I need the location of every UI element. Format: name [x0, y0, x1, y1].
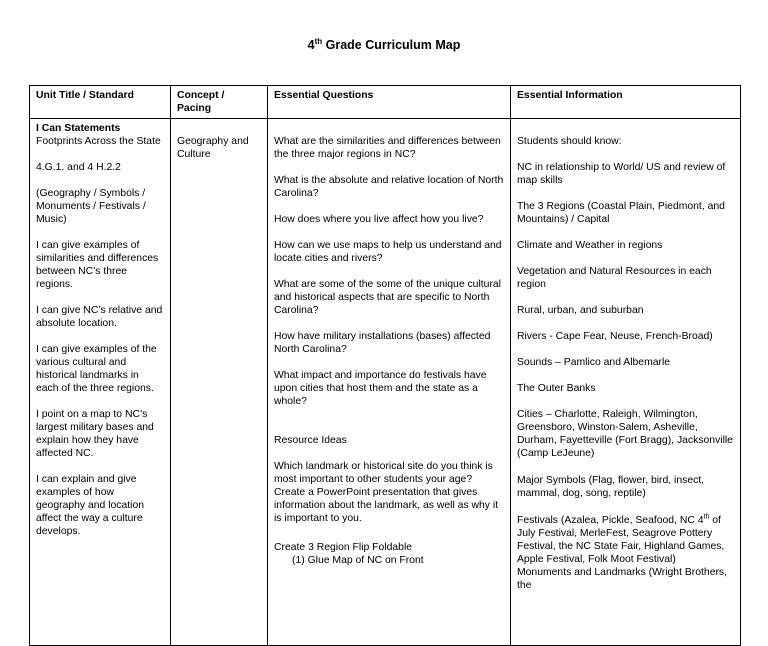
header-information: Essential Information [511, 86, 741, 119]
festivals-text-cont: of July Festival, MerleFest, Seagrove Pottery Festival, the NC State Fair, Highland Games, Apple Festival, Folk Moot Festival) [517, 515, 725, 565]
resource-idea: Which landmark or historical site do you think is most important to other students your age? Create a PowerPoint presentation that gives information about the landmark, as well as why it is important to you. [274, 461, 499, 524]
info-item: Sounds – Pamlico and Albemarle [517, 357, 671, 368]
info-item: The 3 Regions (Coastal Plain, Piedmont, and Mountains) / Capital [517, 201, 725, 225]
can-statement: I can explain and give examples of how geography and location affect the way a culture develops. [36, 474, 145, 537]
info-item: Monuments and Landmarks (Wright Brothers, the [517, 567, 728, 591]
title-text: Grade Curriculum Map [325, 38, 461, 52]
question: How does where you live affect how you live? [274, 214, 484, 225]
info-intro: Students should know: [517, 136, 622, 147]
i-can-heading: I Can Statements [36, 123, 121, 134]
info-item [517, 514, 734, 566]
concept-cell [171, 119, 268, 646]
unit-name: Footprints Across the State [36, 136, 161, 147]
info-item: Major Symbols (Flag, flower, bird, insect, mammal, dog, song, reptile) [517, 475, 705, 499]
question: How have military installations (bases) affected North Carolina? [274, 331, 491, 355]
info-item: Climate and Weather in regions [517, 240, 663, 251]
question: What are some of the some of the unique cultural and historical aspects that are specific to North Carolina? [274, 279, 501, 316]
unit-cell [30, 119, 171, 646]
header-questions: Essential Questions [268, 86, 511, 119]
can-statement: I can give examples of the various cultural and historical landmarks in each of the three regions. [36, 344, 157, 394]
question: What are the similarities and differences between the three major regions in NC? [274, 136, 501, 160]
festivals-superscript: th [703, 513, 710, 521]
header-concept: Concept / Pacing [171, 86, 268, 119]
curriculum-table [29, 85, 741, 646]
question: What impact and importance do festivals have upon cities that host them and the state as a whole? [274, 370, 487, 407]
can-statement: I can give examples of similarities and differences between NC’s three regions. [36, 240, 159, 290]
standards: 4.G.1. and 4 H.2.2 [36, 162, 121, 173]
can-statement: I can give NC’s relative and absolute location. [36, 305, 163, 329]
themes: (Geography / Symbols / Monuments / Festivals / Music) [36, 188, 146, 225]
info-item: Vegetation and Natural Resources in each region [517, 266, 712, 290]
header-row [30, 86, 741, 119]
info-item: Rivers - Cape Fear, Neuse, French-Broad) [517, 331, 713, 342]
resource-idea: Create 3 Region Flip Foldable [274, 542, 413, 553]
title-number: 4 [307, 38, 315, 52]
question: How can we use maps to help us understand and locate cities and rivers? [274, 240, 502, 264]
concept-text: Geography and Culture [177, 136, 249, 160]
can-statement: I point on a map to NC’s largest military bases and explain how they have affected NC. [36, 409, 154, 459]
page-title [0, 38, 768, 52]
info-item: Rural, urban, and suburban [517, 305, 644, 316]
resource-subitem: (1) Glue Map of NC on Front [292, 555, 424, 566]
title-superscript: th [314, 36, 323, 46]
festivals-text: Festivals (Azalea, Pickle, Seafood, NC 4 [517, 515, 704, 526]
information-cell [511, 119, 741, 646]
info-item: The Outer Banks [517, 383, 596, 394]
question: What is the absolute and relative location of North Carolina? [274, 175, 504, 199]
info-item: Cities – Charlotte, Raleigh, Wilmington, Greensboro, Winston-Salem, Asheville, Durham, Fayetteville (Fort Bragg), Jacksonville (Camp LeJeune) [517, 409, 733, 459]
questions-cell [268, 119, 511, 646]
info-item: NC in relationship to World/ US and review of map skills [517, 162, 726, 186]
content-row [30, 119, 741, 646]
resource-heading: Resource Ideas [274, 435, 347, 446]
header-unit-title: Unit Title / Standard [30, 86, 171, 119]
